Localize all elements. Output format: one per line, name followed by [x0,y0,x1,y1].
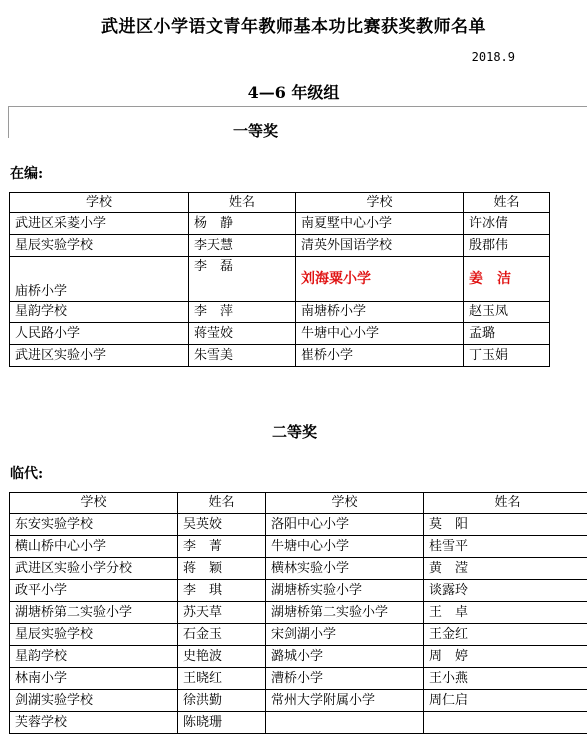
name-cell-highlighted: 姜 洁 [464,257,550,302]
name-cell: 王 卓 [424,602,587,624]
table-row [10,235,550,257]
header-name: 姓名 [424,493,587,514]
name-cell: 石金玉 [178,624,266,646]
school-cell: 东安实验学校 [10,514,178,536]
school-cell: 庙桥小学 [10,257,189,302]
table-row [10,345,550,367]
name-cell: 李 萍 [189,302,296,323]
school-cell: 林南小学 [10,668,178,690]
table-row [10,514,587,536]
school-cell: 清英外国语学校 [296,235,464,257]
name-cell: 陈晓珊 [178,712,266,734]
table-row [10,323,550,345]
school-cell: 宋剑湖小学 [266,624,424,646]
document-title: 武进区小学语文青年教师基本功比赛获奖教师名单 [101,17,486,37]
header-name: 姓名 [189,193,296,213]
name-cell: 王小燕 [424,668,587,690]
header-school: 学校 [10,493,178,514]
table-row [10,602,587,624]
header-school: 学校 [10,193,189,213]
table-row [10,257,550,302]
name-cell [424,712,587,734]
name-cell: 丁玉娟 [464,345,550,367]
school-cell: 武进区实验小学 [10,345,189,367]
school-cell: 南塘桥小学 [296,302,464,323]
name-cell: 王金红 [424,624,587,646]
school-cell: 南夏墅中心小学 [296,213,464,235]
school-cell: 湖塘桥第二实验小学 [266,602,424,624]
school-cell: 横山桥中心小学 [10,536,178,558]
name-cell: 李 琪 [178,580,266,602]
name-cell: 李 菁 [178,536,266,558]
school-cell: 潞城小学 [266,646,424,668]
first-prize-heading: 一等奖 [233,122,279,140]
second-prize-heading: 二等奖 [272,423,318,441]
name-cell: 赵玉凤 [464,302,550,323]
table-row [10,580,587,602]
name-cell: 周仁启 [424,690,587,712]
name-cell: 周 婷 [424,646,587,668]
name-cell: 杨 静 [189,213,296,235]
school-cell: 牛塘中心小学 [296,323,464,345]
document-date: 2018.9 [471,50,515,64]
table-row [10,712,587,734]
school-cell: 洛阳中心小学 [266,514,424,536]
school-cell: 星辰实验学校 [10,624,178,646]
school-cell: 芙蓉学校 [10,712,178,734]
name-cell: 李 磊 [189,257,296,302]
header-name: 姓名 [178,493,266,514]
frame-top-line [8,106,587,107]
school-cell: 武进区实验小学分校 [10,558,178,580]
name-cell: 黄 滢 [424,558,587,580]
school-cell: 牛塘中心小学 [266,536,424,558]
school-cell: 星韵学校 [10,646,178,668]
header-school: 学校 [266,493,424,514]
table-row [10,646,587,668]
frame-left-line [8,106,9,138]
school-cell: 政平小学 [10,580,178,602]
second-prize-category: 临代: [10,466,44,482]
table-row [10,624,587,646]
name-cell: 徐洪勤 [178,690,266,712]
second-prize-table [9,492,587,734]
school-cell: 剑湖实验学校 [10,690,178,712]
school-cell: 横林实验小学 [266,558,424,580]
school-cell: 星韵学校 [10,302,189,323]
name-cell: 吴英姣 [178,514,266,536]
school-cell: 常州大学附属小学 [266,690,424,712]
table-row [10,302,550,323]
name-cell: 孟璐 [464,323,550,345]
name-cell: 苏天草 [178,602,266,624]
table-row [10,668,587,690]
name-cell: 桂雪平 [424,536,587,558]
table-row [10,536,587,558]
name-cell: 蒋莹姣 [189,323,296,345]
name-cell: 朱雪美 [189,345,296,367]
name-cell: 李天慧 [189,235,296,257]
table-row [10,558,587,580]
name-cell: 史艳波 [178,646,266,668]
name-cell: 蒋 颖 [178,558,266,580]
name-cell: 莫 阳 [424,514,587,536]
table-header-row [10,493,587,514]
school-cell: 武进区采菱小学 [10,213,189,235]
name-cell: 许冰倩 [464,213,550,235]
name-cell: 王晓红 [178,668,266,690]
header-name: 姓名 [464,193,550,213]
first-prize-category: 在编: [10,166,44,182]
table-header-row [10,193,550,213]
school-cell: 崔桥小学 [296,345,464,367]
school-cell-highlighted: 刘海粟小学 [296,257,464,302]
school-cell: 湖塘桥实验小学 [266,580,424,602]
header-school: 学校 [296,193,464,213]
school-cell: 星辰实验学校 [10,235,189,257]
first-prize-table [9,192,550,367]
name-cell: 殷郡伟 [464,235,550,257]
school-cell: 人民路小学 [10,323,189,345]
school-cell: 湖塘桥第二实验小学 [10,602,178,624]
grade-group-heading: 4—6 年级组 [247,83,340,102]
school-cell: 漕桥小学 [266,668,424,690]
school-cell [266,712,424,734]
table-row [10,213,550,235]
table-row [10,690,587,712]
name-cell: 谈露玲 [424,580,587,602]
